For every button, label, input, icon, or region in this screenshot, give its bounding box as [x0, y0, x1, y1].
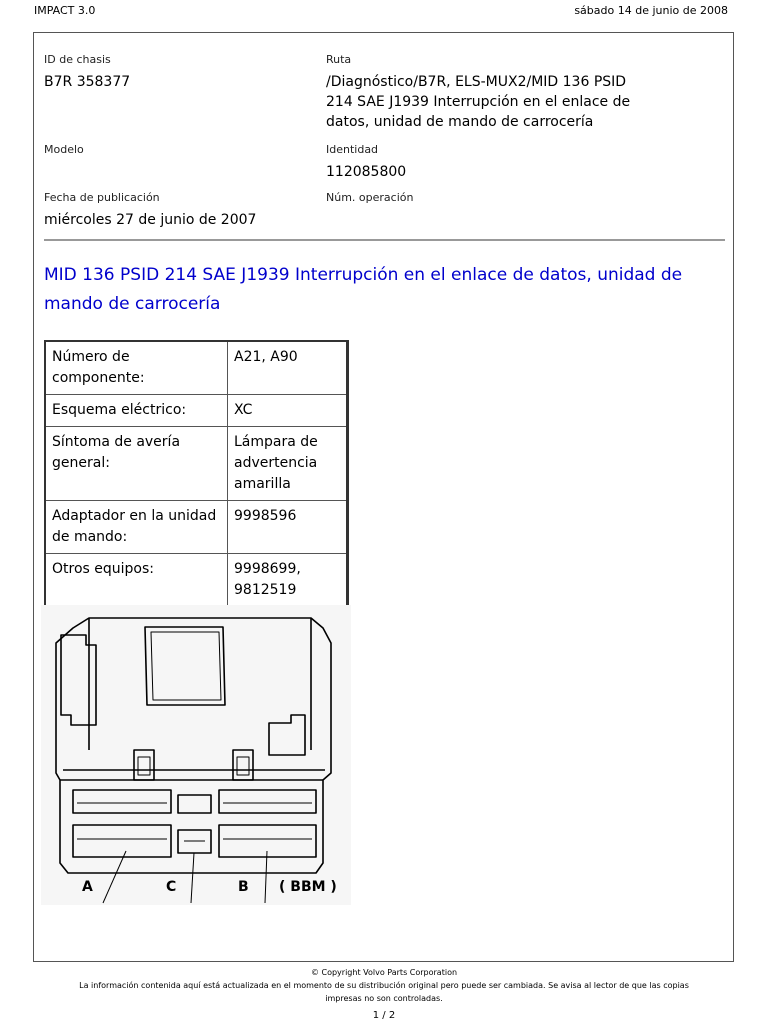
route-label: Ruta — [326, 53, 352, 66]
disclaimer-line-1: La información contenida aquí está actualizada en el momento de su distribución original pero puede ser cambiada. Se avisa al lector de que las copias — [79, 981, 689, 990]
table-row — [45, 427, 348, 501]
control-unit-drawing — [41, 605, 351, 905]
opnum-block — [326, 191, 413, 210]
table-key: Número de componente: — [45, 341, 228, 395]
chassis-block — [44, 53, 130, 92]
app-title: IMPACT 3.0 — [34, 4, 96, 17]
table-key: Esquema eléctrico: — [45, 395, 228, 427]
bbm-label: ( BBM ) — [279, 879, 337, 895]
pubdate-block — [44, 191, 256, 230]
document-title: MID 136 PSID 214 SAE J1939 Interrupción en el enlace de datos, unidad de mando de carrocería — [44, 265, 683, 314]
table-value: Lámpara de advertencia amarilla — [228, 427, 348, 501]
document-frame — [33, 32, 734, 962]
model-block — [44, 143, 84, 162]
page-number: 1 / 2 — [372, 1010, 396, 1021]
identity-block — [326, 143, 406, 182]
copyright-line: © Copyright Volvo Parts Corporation — [310, 968, 458, 977]
header-divider — [44, 239, 725, 241]
table-key: Otros equipos: — [45, 554, 228, 608]
control-unit-figure — [41, 605, 351, 905]
model-label: Modelo — [44, 143, 84, 156]
table-value: XC — [228, 395, 348, 427]
print-date: sábado 14 de junio de 2008 — [574, 4, 728, 17]
connector-a-label: A — [82, 879, 93, 895]
disclaimer-line-2: impresas no son controladas. — [325, 994, 443, 1003]
chassis-label: ID de chasis — [44, 53, 111, 66]
table-key: Síntoma de avería general: — [45, 427, 228, 501]
table-row — [45, 554, 348, 608]
table-row — [45, 341, 348, 395]
component-info-table — [44, 340, 349, 609]
route-value: /Diagnóstico/B7R, ELS-MUX2/MID 136 PSID 214 SAE J1939 Interrupción en el enlace de datos, unidad de mando de carrocería — [326, 74, 631, 130]
table-key: Adaptador en la unidad de mando: — [45, 501, 228, 554]
route-block — [326, 53, 646, 132]
chassis-value: B7R 358377 — [44, 74, 131, 90]
table-row — [45, 395, 348, 427]
table-value: 9998596 — [228, 501, 348, 554]
connector-c-label: C — [166, 879, 177, 895]
table-value: A21, A90 — [228, 341, 348, 395]
connector-b-label: B — [238, 879, 249, 895]
opnum-label: Núm. operación — [326, 191, 414, 204]
pubdate-label: Fecha de publicación — [44, 191, 160, 204]
table-row — [45, 501, 348, 554]
identity-label: Identidad — [326, 143, 379, 156]
pubdate-value: miércoles 27 de junio de 2007 — [44, 212, 257, 228]
identity-value: 112085800 — [326, 164, 407, 180]
table-value: 9998699, 9812519 — [228, 554, 348, 608]
